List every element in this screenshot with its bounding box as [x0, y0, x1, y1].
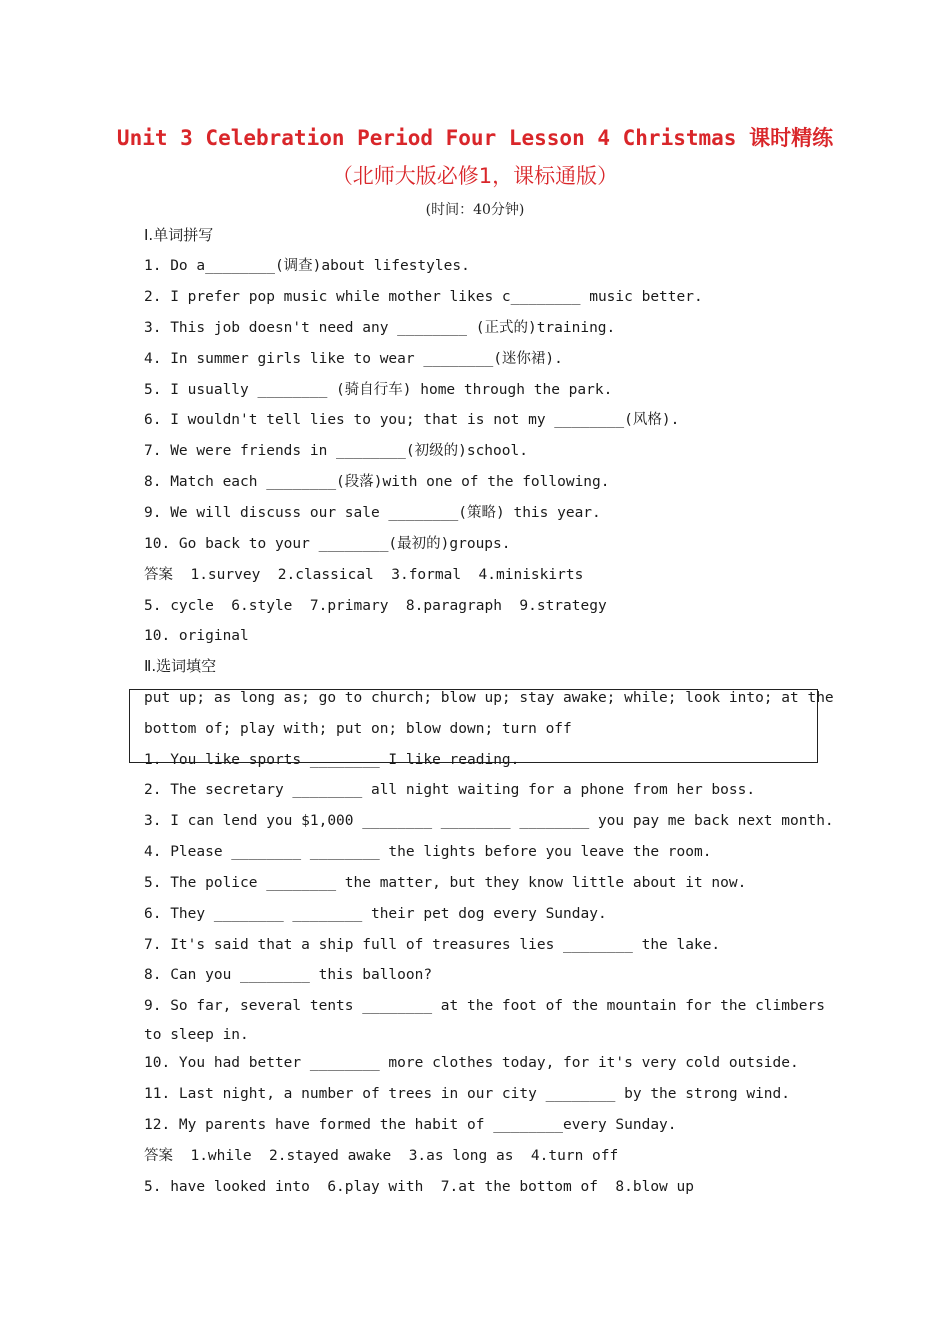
- answer-line: 答案 1.while 2.stayed awake 3.as long as 4.turn off: [144, 1148, 619, 1164]
- section1-heading: Ⅰ.单词拼写: [144, 226, 214, 244]
- question: 2. The secretary ________ all night waiting for a phone from her boss.: [144, 782, 756, 798]
- question: 3. I can lend you $1,000 ________ ________ ________ you pay me back next month.: [144, 813, 834, 829]
- question: 9. We will discuss our sale ________(策略) this year.: [144, 505, 601, 521]
- question: 7. It's said that a ship full of treasures lies ________ the lake.: [144, 937, 721, 953]
- question-continuation: to sleep in.: [144, 1027, 249, 1043]
- answer-line: 答案 1.survey 2.classical 3.formal 4.miniskirts: [144, 567, 584, 583]
- question: 6. I wouldn't tell lies to you; that is not my ________(风格).: [144, 412, 680, 428]
- document-subtitle: （北师大版必修1，课标通版）: [331, 164, 619, 188]
- word-box-line: put up; as long as; go to church; blow up; stay awake; while; look into; at the: [144, 690, 834, 706]
- question: 10. Go back to your ________(最初的)groups.: [144, 536, 511, 552]
- question: 8. Can you ________ this balloon?: [144, 967, 433, 983]
- word-box-line: bottom of; play with; put on; blow down; turn off: [144, 721, 572, 737]
- question: 8. Match each ________(段落)with one of the following.: [144, 474, 610, 490]
- question: 6. They ________ ________ their pet dog every Sunday.: [144, 906, 607, 922]
- question: 3. This job doesn't need any ________ (正式的)training.: [144, 320, 616, 336]
- question: 1. You like sports ________ I like reading.: [144, 752, 520, 768]
- question: 12. My parents have formed the habit of ________every Sunday.: [144, 1117, 677, 1133]
- question: 10. You had better ________ more clothes today, for it's very cold outside.: [144, 1055, 799, 1071]
- question: 1. Do a________(调查)about lifestyles.: [144, 258, 470, 274]
- question: 2. I prefer pop music while mother likes c________ music better.: [144, 289, 703, 305]
- document-title: Unit 3 Celebration Period Four Lesson 4 Christmas 课时精练: [116, 126, 834, 150]
- question: 4. In summer girls like to wear ________(迷你裙).: [144, 351, 563, 367]
- answer-line: 5. have looked into 6.play with 7.at the bottom of 8.blow up: [144, 1179, 694, 1195]
- time-limit: (时间：40分钟): [425, 202, 525, 218]
- answer-line: 10. original: [144, 628, 249, 644]
- question: 9. So far, several tents ________ at the foot of the mountain for the climbers: [144, 998, 825, 1014]
- question: 4. Please ________ ________ the lights before you leave the room.: [144, 844, 712, 860]
- section2-heading: Ⅱ.选词填空: [144, 657, 217, 675]
- question: 11. Last night, a number of trees in our city ________ by the strong wind.: [144, 1086, 791, 1102]
- answer-line: 5. cycle 6.style 7.primary 8.paragraph 9.strategy: [144, 598, 607, 614]
- question: 5. I usually ________ (骑自行车) home through the park.: [144, 382, 613, 398]
- question: 7. We were friends in ________(初级的)school.: [144, 443, 528, 459]
- question: 5. The police ________ the matter, but they know little about it now.: [144, 875, 747, 891]
